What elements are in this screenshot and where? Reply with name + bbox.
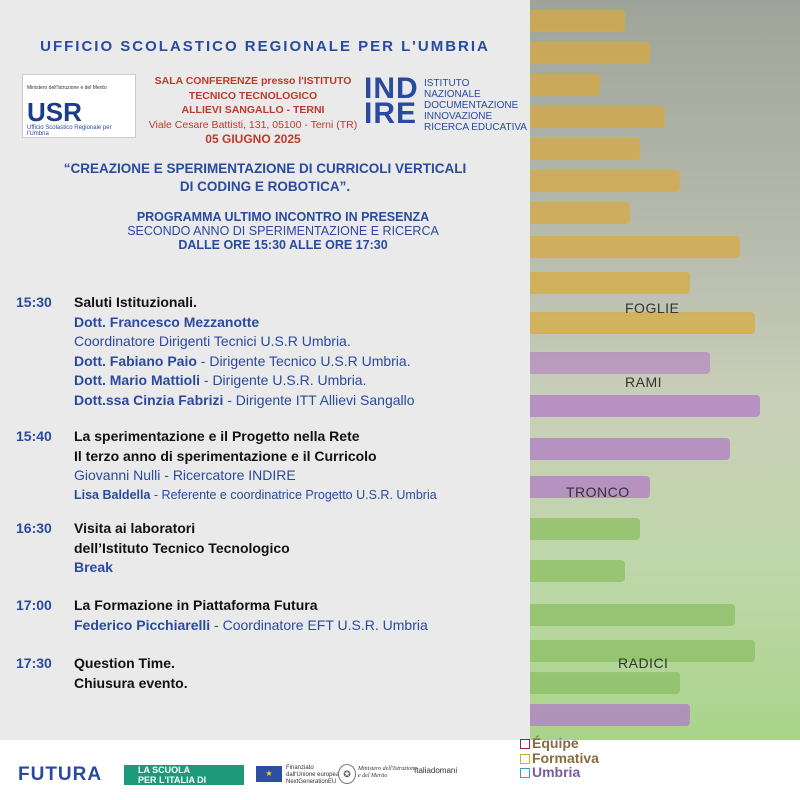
bar-purple	[530, 395, 760, 417]
venue-block	[138, 74, 368, 147]
eu-funding-text	[286, 765, 339, 786]
equipe-line2: Formativa	[532, 749, 599, 766]
indire-l1: ISTITUTO	[424, 78, 470, 89]
program-line2: SECONDO ANNO DI SPERIMENTAZIONE E RICERCA	[127, 224, 439, 238]
bar-green	[530, 604, 735, 626]
indire-l3: DOCUMENTAZIONE	[424, 100, 519, 111]
bar-yellow	[530, 170, 680, 192]
session-time: 17:30	[16, 655, 52, 671]
eu-line1: Finanziato	[286, 765, 314, 771]
eu-line3: NextGenerationEU	[286, 779, 337, 785]
speaker-name: Federico Picchiarelli	[74, 616, 211, 633]
usr-logo	[22, 74, 136, 138]
italiadomani-logo: Italiadomani	[414, 766, 458, 775]
ministry-text: Ministero dell'Istruzione e del Merito	[27, 85, 107, 91]
speaker-name: Dott. Mario Mattioli	[74, 372, 200, 388]
footer-logos	[0, 735, 800, 800]
session-time: 15:40	[16, 428, 52, 444]
square-icon	[520, 754, 530, 764]
speaker-role: - Dirigente U.S.R. Umbria.	[200, 372, 367, 388]
eu-line2: dall'Unione europea	[286, 772, 340, 778]
square-icon	[520, 739, 530, 749]
bar-purple	[530, 438, 730, 460]
equipe-line3: Umbria	[532, 764, 581, 780]
session-title: Chiusura evento.	[74, 674, 188, 691]
indire-text	[424, 78, 527, 133]
bar-green	[530, 560, 625, 582]
speaker-name: Dott. Francesco Mezzanotte	[74, 313, 260, 330]
min-line2: e del Merito	[358, 773, 388, 779]
bar-yellow	[530, 106, 665, 128]
program-info	[0, 210, 566, 252]
usr-sub: Ufficio Scolastico Regionale per l'Umbria	[27, 125, 112, 137]
speaker-role: - Dirigente ITT Allievi Sangallo	[223, 391, 415, 408]
scuola-logo	[124, 765, 244, 795]
bar-yellow	[530, 42, 650, 64]
label-foglie: FOGLIE	[625, 300, 680, 316]
venue-line3: ALLIEVI SANGALLO - TERNI	[181, 104, 325, 116]
speaker-name: Dott. Fabiano Paio	[74, 352, 197, 369]
indire-l4: INNOVAZIONE	[424, 111, 493, 122]
session-body	[74, 427, 544, 505]
label-tronco: TRONCO	[566, 484, 630, 500]
title-line1: “CREAZIONE E SPERIMENTAZIONE DI CURRICOLI VERTICALI	[63, 161, 467, 176]
usr-abbrev: USR	[27, 97, 82, 127]
session-title: La Formazione in Piattaforma Futura	[74, 597, 318, 613]
title-line2: DI CODING E ROBOTICA”.	[179, 179, 351, 194]
session-title: Question Time.	[74, 655, 175, 671]
speaker-role: - Coordinatore EFT U.S.R. Umbria	[210, 616, 428, 633]
bar-yellow	[530, 138, 640, 160]
session-title: Visita ai laboratori	[74, 520, 196, 536]
session-body	[74, 519, 544, 578]
speaker-role: - Ricercatore INDIRE	[160, 467, 296, 483]
indire-logo	[364, 72, 527, 133]
bar-purple	[530, 352, 710, 374]
indire-mark-top: IND	[364, 72, 419, 105]
event-date: 05 GIUGNO 2025	[205, 132, 301, 146]
bar-green	[530, 518, 640, 540]
bar-yellow	[530, 74, 600, 96]
ministry-footer-text	[358, 766, 417, 780]
venue-address: Viale Cesare Battisti, 131, 05100 - Terni (TR)	[148, 118, 358, 131]
event-title	[0, 160, 530, 196]
venue-line2: TECNICO TECNOLOGICO	[188, 89, 318, 102]
session-title: Il terzo anno di sperimentazione e il Curricolo	[74, 447, 377, 464]
speaker-role: Coordinatore Dirigenti Tecnici U.S.R Umbria.	[74, 333, 351, 349]
session-time: 15:30	[16, 294, 52, 310]
office-header: UFFICIO SCOLASTICO REGIONALE PER L'UMBRIA	[40, 38, 490, 55]
speaker-role: - Referente e coordinatrice Progetto U.S.R. Umbria	[150, 487, 437, 502]
indire-l2: NAZIONALE	[424, 89, 481, 100]
tree-illustration	[530, 0, 800, 740]
speaker-name: Lisa Baldella	[74, 487, 151, 502]
speaker-name: Dott.ssa Cinzia Fabrizi	[74, 391, 224, 408]
program-line1: PROGRAMMA ULTIMO INCONTRO IN PRESENZA	[136, 210, 430, 224]
speaker-role: - Dirigente Tecnico U.S.R Umbria.	[196, 352, 411, 369]
session-title: Saluti Istituzionali.	[74, 294, 197, 310]
indire-mark-bottom: IRE	[364, 97, 418, 130]
label-radici: RADICI	[618, 655, 669, 671]
equipe-line1: Équipe	[532, 735, 579, 751]
bar-green	[530, 672, 680, 694]
venue-line1: SALA CONFERENZE presso l'ISTITUTO	[154, 75, 352, 87]
session-body	[74, 293, 544, 410]
session-title: dell’Istituto Tecnico Tecnologico	[74, 539, 290, 556]
indire-l5: RICERCA EDUCATIVA	[424, 122, 527, 133]
min-line1: Ministero dell'Istruzione	[358, 766, 417, 772]
session-time: 17:00	[16, 597, 52, 613]
speaker-name: Giovanni Nulli	[74, 467, 161, 483]
square-icon	[520, 768, 530, 778]
bar-yellow	[530, 10, 625, 32]
futura-logo: FUTURA	[18, 764, 103, 785]
session-time: 16:30	[16, 520, 52, 536]
session-body	[74, 596, 544, 635]
republic-emblem-icon: ✪	[338, 764, 356, 784]
program-line3: DALLE ORE 15:30 ALLE ORE 17:30	[178, 238, 388, 252]
label-rami: RAMI	[625, 374, 662, 390]
bar-purple	[530, 704, 690, 726]
scuola-line1: LA SCUOLA	[138, 765, 191, 775]
session-body	[74, 654, 544, 693]
equipe-logo	[520, 736, 630, 780]
break-label: Break	[74, 559, 113, 575]
scuola-line2: PER L'ITALIA DI DOMANI	[138, 775, 207, 795]
session-title: La sperimentazione e il Progetto nella Rete	[74, 428, 360, 444]
bar-yellow	[530, 272, 690, 294]
eu-flag-icon: ★	[256, 766, 282, 782]
